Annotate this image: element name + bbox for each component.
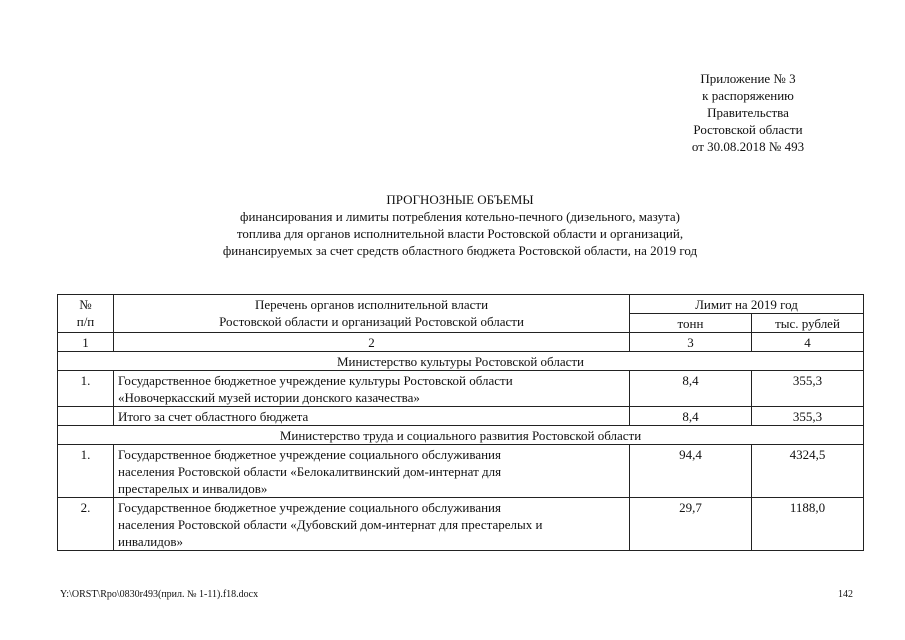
total-empty-cell (58, 407, 114, 426)
organization-name-line: Государственное бюджетное учреждение культуры Ростовской области (118, 373, 513, 388)
organization-name-line: Государственное бюджетное учреждение социального обслуживания (118, 500, 501, 515)
ministry-row (58, 352, 864, 371)
title-line: финансирования и лимиты потребления котельно-печного (дизельного, мазута) (240, 209, 680, 224)
column-number-cell: 1 (58, 333, 114, 352)
total-tons-value: 8,4 (630, 407, 752, 426)
column-number-cell: 2 (114, 333, 630, 352)
column-number-cell: 3 (630, 333, 752, 352)
rubles-value: 355,3 (752, 371, 864, 407)
tons-value: 94,4 (630, 445, 752, 498)
organization-name-line: престарелых и инвалидов» (118, 481, 268, 496)
title-line: топлива для органов исполнительной власти Ростовской области и организаций, (236, 226, 684, 241)
appendix-note (668, 70, 828, 155)
header-rubles-cell: тыс. рублей (752, 314, 864, 333)
ministry-name: Министерство культуры Ростовской области (58, 352, 864, 371)
table-row (58, 371, 864, 407)
header-limit-cell: Лимит на 2019 год (630, 295, 864, 314)
title-line: финансируемых за счет средств областного бюджета Ростовской области, на 2019 год (222, 243, 698, 258)
table-row (58, 498, 864, 551)
organization-name (114, 498, 630, 551)
total-label: Итого за счет областного бюджета (114, 407, 630, 426)
organization-name (114, 371, 630, 407)
footer-file-path: Y:\ORST\Rpo\0830r493(прил. № 1-11).f18.docx (60, 589, 259, 600)
header-tons-cell: тонн (630, 314, 752, 333)
total-rubles-value: 355,3 (752, 407, 864, 426)
appendix-line: Приложение № 3 (700, 71, 796, 86)
column-number-row (58, 333, 864, 352)
row-number: 1. (58, 445, 114, 498)
organization-name-line: населения Ростовской области «Белокалитвинский дом-интернат для (118, 464, 502, 479)
limits-table (57, 294, 864, 551)
tons-value: 29,7 (630, 498, 752, 551)
column-number-cell: 4 (752, 333, 864, 352)
header-list-line2: Ростовской области и организаций Ростовской области (219, 314, 524, 329)
organization-name (114, 445, 630, 498)
organization-name-line: Государственное бюджетное учреждение социального обслуживания (118, 447, 501, 462)
appendix-line: Ростовской области (693, 122, 803, 137)
table-row (58, 445, 864, 498)
rubles-value: 4324,5 (752, 445, 864, 498)
ministry-row (58, 426, 864, 445)
appendix-line: к распоряжению (702, 88, 794, 103)
tons-value: 8,4 (630, 371, 752, 407)
organization-name-line: населения Ростовской области «Дубовский дом-интернат для престарелых и (118, 517, 543, 532)
table-header-row (58, 295, 864, 314)
appendix-line: Правительства (707, 105, 789, 120)
organization-name-line: инвалидов» (118, 534, 183, 549)
row-number: 2. (58, 498, 114, 551)
header-list-line1: Перечень органов исполнительной власти (254, 297, 489, 312)
header-num-cell (58, 295, 114, 333)
organization-name-line: «Новочеркасский музей истории донского казачества» (118, 390, 420, 405)
page-number: 142 (838, 589, 853, 600)
title-heading: ПРОГНОЗНЫЕ ОБЪЕМЫ (386, 192, 534, 207)
row-number: 1. (58, 371, 114, 407)
header-num-line1: № (79, 297, 92, 312)
header-num-line2: п/п (76, 314, 95, 329)
ministry-name: Министерство труда и социального развития Ростовской области (58, 426, 864, 445)
total-row (58, 407, 864, 426)
rubles-value: 1188,0 (752, 498, 864, 551)
document-title (140, 191, 780, 259)
header-list-cell (114, 295, 630, 333)
appendix-line: от 30.08.2018 № 493 (691, 139, 805, 154)
